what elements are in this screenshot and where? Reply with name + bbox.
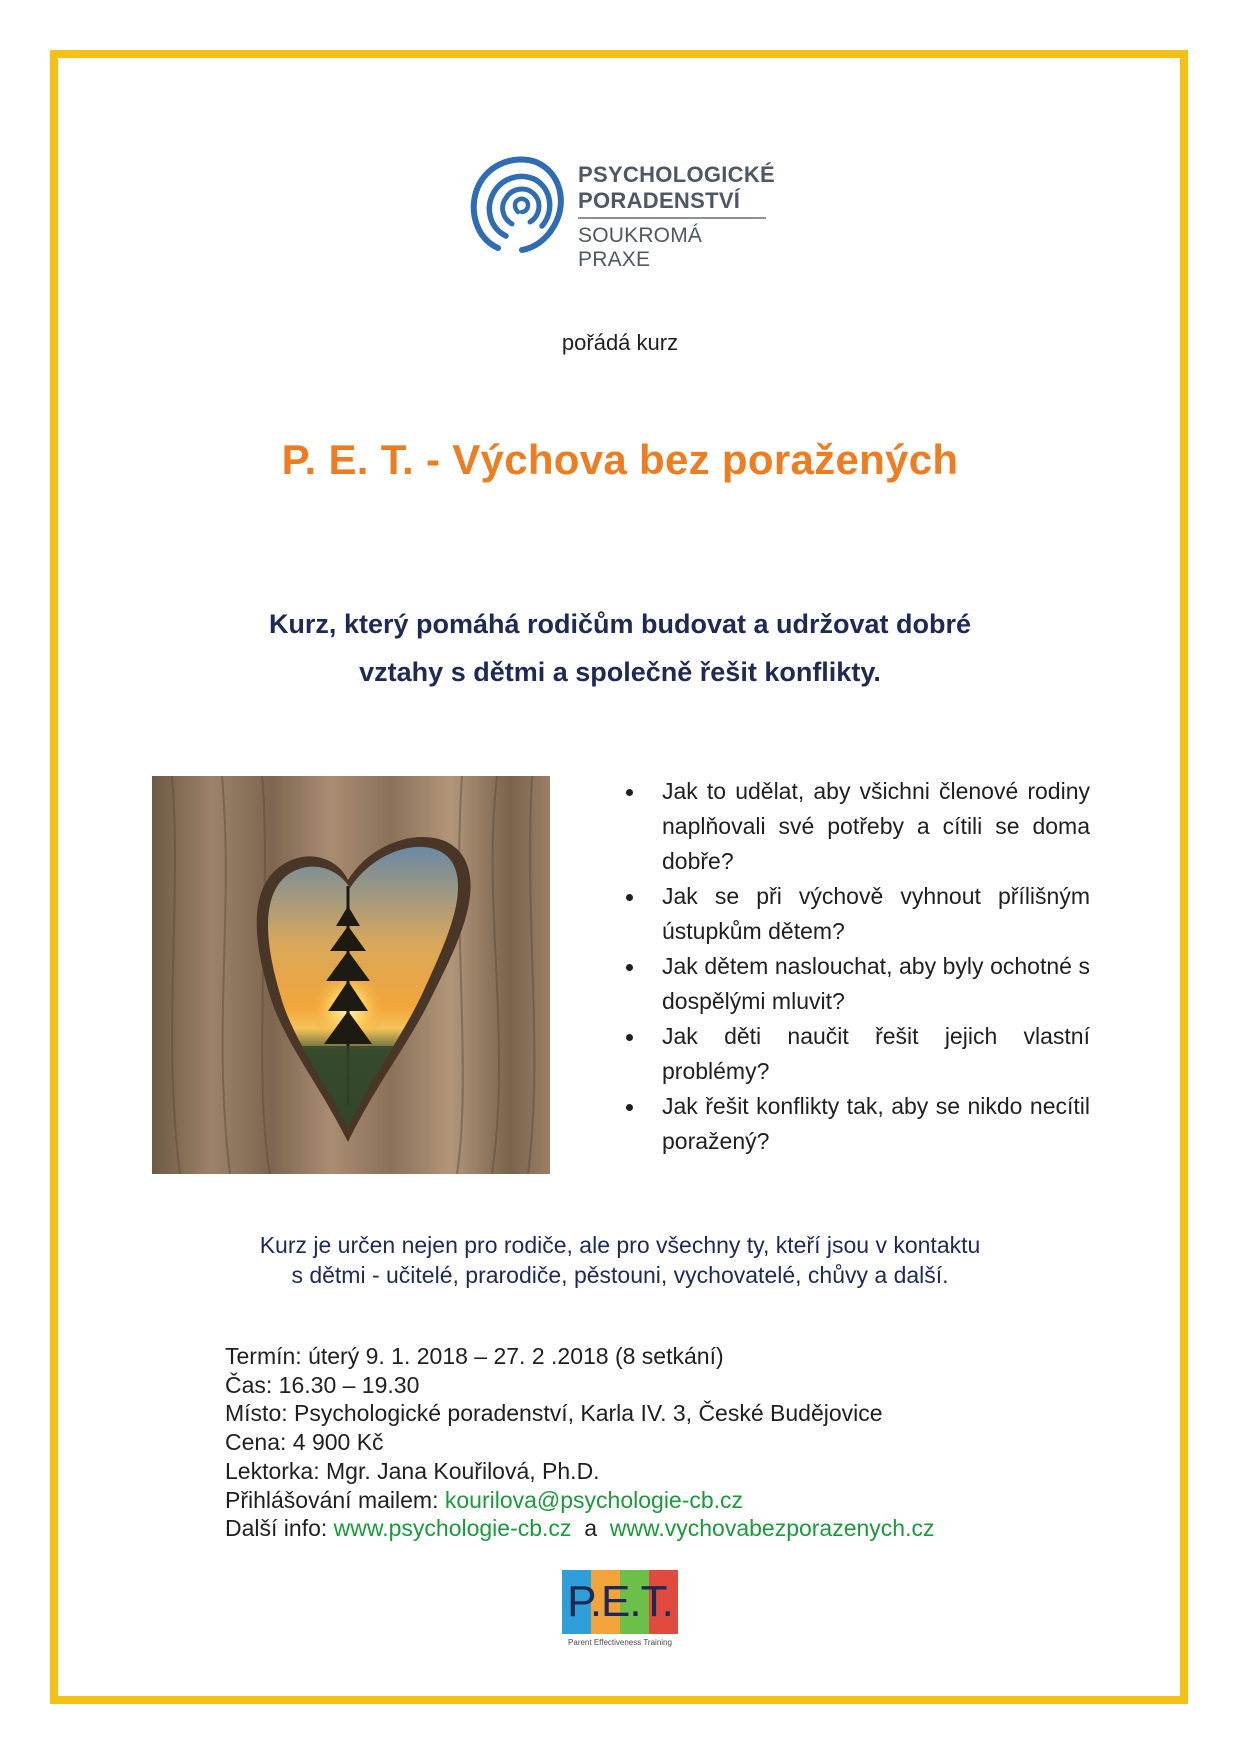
audience-line-1: Kurz je určen nejen pro rodiče, ale pro všechny ty, kteří jsou v kontaktu — [259, 1232, 981, 1258]
bullet-icon — [626, 964, 633, 971]
subtitle-line-1: Kurz, který pomáhá rodičům budovat a udržovat dobré — [268, 609, 972, 639]
pet-logo — [562, 1570, 678, 1655]
bullet-icon — [626, 1104, 633, 1111]
course-details — [225, 1342, 1105, 1543]
audience-line-2: s dětmi - učitelé, prarodiče, pěstouni, vychovatelé, chůvy a další. — [291, 1262, 949, 1288]
list-item: Jak to udělat, aby všichni členové rodiny naplňovali své potřeby a cítili se doma dobře? — [620, 774, 1090, 879]
intro-text: pořádá kurz — [561, 330, 679, 355]
spiral-logo-icon — [468, 150, 568, 260]
audience-text — [0, 1230, 1240, 1290]
info-label: Další info: — [225, 1515, 334, 1542]
time-row: Čas: 16.30 – 19.30 — [225, 1371, 420, 1398]
place-row: Místo: Psychologické poradenství, Karla IV. 3, České Budějovice — [225, 1400, 883, 1427]
info-and: a — [571, 1515, 610, 1542]
term-row: Termín: úterý 9. 1. 2018 – 27. 2 .2018 (8 setkání) — [225, 1343, 724, 1369]
signup-row — [225, 1486, 1105, 1515]
list-item: Jak se při výchově vyhnout přílišným ústupkům dětem? — [620, 879, 1090, 949]
info-row — [225, 1514, 1105, 1543]
pet-logo-caption: Parent Effectiveness Training — [568, 1638, 672, 1647]
logo-wordmark — [578, 162, 778, 272]
logo-divider — [578, 217, 766, 219]
subtitle-line-2: vztahy s dětmi a společně řešit konflikty. — [359, 657, 881, 687]
price-row: Cena: 4 900 Kč — [225, 1429, 384, 1456]
pet-logo-text: P.E.T. — [567, 1577, 673, 1626]
organization-logo — [468, 150, 778, 271]
course-title: P. E. T. - Výchova bez poražených — [281, 436, 959, 483]
bullet-icon — [626, 1034, 633, 1041]
list-item: Jak dětem naslouchat, aby byly ochotné s dospělými mluvit? — [620, 949, 1090, 1019]
question-list — [620, 774, 1090, 1159]
bullet-icon — [626, 789, 633, 796]
logo-line-3: SOUKROMÁ PRAXE — [578, 224, 703, 271]
list-item: Jak řešit konflikty tak, aby se nikdo necítil poražený? — [620, 1089, 1090, 1159]
course-subtitle — [0, 600, 1240, 696]
signup-email-link[interactable]: kourilova@psychologie-cb.cz — [444, 1486, 744, 1513]
list-item: Jak děti naučit řešit jejich vlastní problémy? — [620, 1019, 1090, 1089]
website-link-1[interactable]: www.psychologie-cb.cz — [333, 1515, 572, 1542]
signup-label: Přihlášování mailem: — [225, 1486, 445, 1513]
heart-photo — [152, 776, 550, 1174]
bullet-icon — [626, 894, 633, 901]
logo-line-2: PORADENSTVÍ — [578, 188, 741, 213]
logo-line-1: PSYCHOLOGICKÉ — [578, 162, 776, 187]
website-link-2[interactable]: www.vychovabezporazenych.cz — [609, 1515, 935, 1542]
lecturer-row: Lektorka: Mgr. Jana Kouřilová, Ph.D. — [225, 1457, 600, 1484]
